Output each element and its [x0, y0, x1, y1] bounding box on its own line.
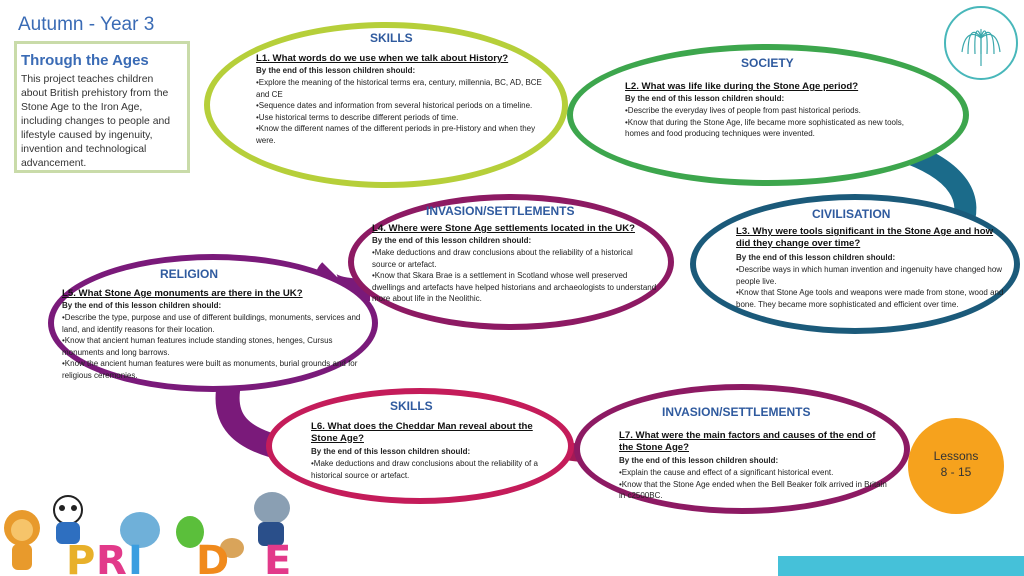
lessons-range: 8 - 15 — [940, 465, 972, 479]
card-1-bullets — [256, 77, 556, 147]
card-5-bullet: •Describe the type, purpose and use of different buildings, monuments, services and land, and identify reasons for their location. — [62, 313, 361, 334]
card-6-bullets — [311, 458, 566, 481]
willow-tree-logo-icon — [944, 6, 1018, 80]
pride-mascots-logo — [0, 488, 300, 576]
card-7-lesson-title: L7. What were the main factors and causes of the end of the Stone Age? — [619, 430, 876, 453]
pride-letter-d: D — [196, 538, 230, 576]
panda-mascot-icon — [54, 496, 82, 544]
intro-text: This project teaches children about British prehistory from the Stone Age to the Iron Age, including changes to people and lifestyle caused by ingenuity, invention and technological advancement. — [21, 74, 171, 169]
lessons-label: Lessons — [933, 449, 979, 463]
card-1-lesson-title: L1. What words do we use when we talk about History? — [256, 53, 509, 64]
card-6-subtitle: By the end of this lesson children should: — [311, 447, 471, 456]
card-4-subtitle: By the end of this lesson children should: — [372, 236, 532, 245]
lion-mascot-icon — [4, 510, 40, 570]
card-5-bullets — [62, 312, 362, 382]
card-7-subtitle: By the end of this lesson children should: — [619, 456, 779, 465]
card-7-bullets — [619, 467, 894, 502]
card-1-bullet: •Sequence dates and information from several historical periods on a timeline. — [256, 101, 533, 111]
card-7-bullet: •Know that the Stone Age ended when the Bell Beaker folk arrived in Britain in c2500BC. — [619, 479, 887, 501]
card-5-lesson-title: L5. What Stone Age monuments are there in the UK? — [62, 288, 303, 299]
card-7-bullet: •Explain the cause and effect of a significant historical event. — [619, 468, 834, 477]
card-4-bullet: •Know that Skara Brae is a settlement in Scotland whose well preserved dwellings and artefacts have helped historians and archaeologists to understand more about life in the Neolithic. — [372, 271, 657, 304]
card-1-bullet: •Use historical terms to describe different periods of time. — [256, 112, 459, 122]
card-1-bullet: •Know the different names of the different periods in pre-History and when they were. — [256, 124, 536, 145]
card-3-bullets — [736, 264, 1006, 310]
footer-bar — [778, 556, 1024, 576]
intro-panel — [14, 41, 190, 173]
card-4-heading: INVASION/SETTLEMENTS — [426, 204, 575, 218]
card-1-subtitle: By the end of this lesson children should: — [256, 66, 416, 75]
card-2-heading: SOCIETY — [741, 56, 794, 70]
card-2-lesson-title: L2. What was life like during the Stone Age period? — [625, 81, 859, 92]
card-4-lesson-title: L4. Where were Stone Age settlements located in the UK? — [372, 223, 635, 234]
card-6-lesson-title: L6. What does the Cheddar Man reveal about the Stone Age? — [311, 421, 533, 444]
card-5-bullet: •Know that ancient human features include standing stones, henges, Cursus monuments and long barrows. — [62, 336, 333, 357]
pride-letter-e: E — [264, 538, 292, 576]
card-2-subtitle: By the end of this lesson children should: — [625, 94, 785, 103]
card-5-heading: RELIGION — [160, 267, 219, 281]
card-6-heading: SKILLS — [390, 399, 433, 413]
card-5-subtitle: By the end of this lesson children should: — [62, 301, 222, 310]
pride-letter-i: I — [128, 538, 143, 576]
card-6-bullet: •Make deductions and draw conclusions about the reliability of a historical source or artefact. — [311, 459, 538, 480]
card-4-bullet: •Make deductions and draw conclusions about the reliability of a historical source or artefact. — [372, 248, 633, 269]
pride-letter-r: R — [96, 538, 127, 576]
card-2-bullet: •Know that during the Stone Age, life became more sophisticated as new tools, homes and food producing techniques were invented. — [625, 117, 904, 139]
card-3-bullet: •Describe ways in which human invention and ingenuity have changed how people live. — [736, 265, 1003, 286]
card-3-heading: CIVILISATION — [812, 207, 891, 221]
card-5-bullet: •Know the ancient human features were built as monuments, burial grounds and for religious ceremonies. — [62, 359, 358, 380]
card-1-heading: SKILLS — [370, 31, 413, 45]
intro-heading: Through the Ages — [21, 52, 149, 69]
pride-letter-p: P — [66, 538, 96, 576]
card-2-bullets — [625, 105, 925, 140]
card-7-heading: INVASION/SETTLEMENTS — [662, 405, 811, 419]
card-3-lesson-title: L3. Why were tools significant in the Stone Age and how did they change over time? — [736, 226, 994, 249]
card-4-bullets — [372, 247, 657, 305]
card-2-bullet: •Describe the everyday lives of people from past historical periods. — [625, 106, 861, 115]
lessons-badge — [908, 418, 1004, 514]
card-3-bullet: •Know that Stone Age tools and weapons were made from stone, wood and bone. They became more sophisticated and efficient over time. — [736, 288, 1004, 309]
card-1-bullet: •Explore the meaning of the historical terms era, century, millennia, BC, AD, BCE and CE — [256, 78, 542, 99]
page-title: Autumn - Year 3 — [18, 14, 155, 35]
card-3-subtitle: By the end of this lesson children should: — [736, 253, 896, 262]
